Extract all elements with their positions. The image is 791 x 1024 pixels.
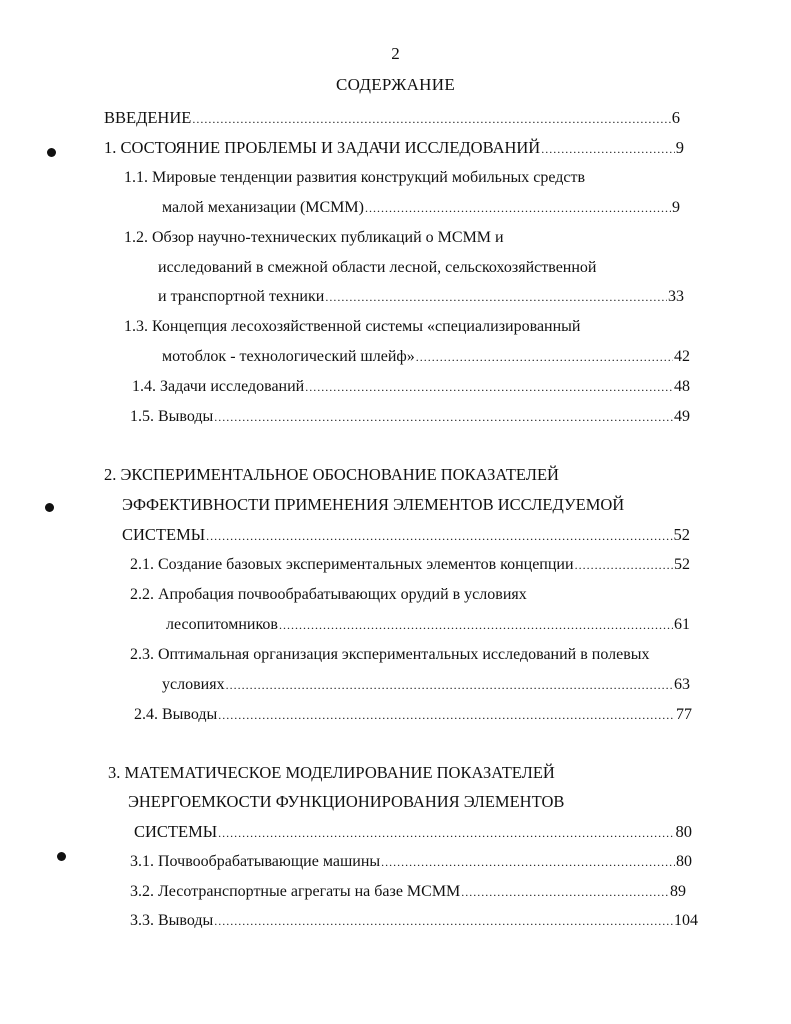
toc-entry-page: 80 <box>676 853 692 870</box>
toc-entry-label: мотоблок - технологический шлейф» <box>162 348 415 365</box>
dot-leader <box>365 198 671 218</box>
margin-mark <box>45 503 54 512</box>
toc-entry-label: 2.1. Создание базовых экспериментальных элементов концепции <box>130 556 574 573</box>
margin-mark <box>47 148 56 157</box>
toc-entry-page: 77 <box>676 706 692 723</box>
toc-entry-1-1-line-2[interactable] <box>162 198 680 218</box>
toc-entry-chapter-1[interactable] <box>104 138 684 159</box>
toc-entry-label: ВВЕДЕНИЕ <box>104 108 192 127</box>
toc-entry-page: 49 <box>674 408 690 425</box>
toc-entry-label: 3. МАТЕМАТИЧЕСКОЕ МОДЕЛИРОВАНИЕ ПОКАЗАТЕЛЕЙ <box>108 763 555 782</box>
dot-leader <box>214 407 673 427</box>
dot-leader <box>218 823 674 843</box>
toc-entry-page: 9 <box>675 138 684 157</box>
toc-entry-chapter-3-line-3[interactable] <box>134 822 692 843</box>
toc-entry-page: 6 <box>671 108 680 127</box>
toc-entry-1-2-line-2[interactable] <box>158 258 597 278</box>
dot-leader <box>575 555 673 575</box>
toc-entry-label: 2.4. Выводы <box>134 706 218 723</box>
dot-leader <box>416 347 673 367</box>
toc-entry-chapter-3-line-2[interactable] <box>128 792 564 812</box>
toc-entry-2-4[interactable] <box>134 705 692 725</box>
toc-entry-label: СИСТЕМЫ <box>122 525 206 544</box>
toc-entry-3-3[interactable] <box>130 911 698 931</box>
toc-entry-page: 48 <box>674 378 690 395</box>
toc-entry-introduction[interactable] <box>104 108 680 129</box>
toc-entry-label: условиях <box>162 676 225 693</box>
toc-title: СОДЕРЖАНИЕ <box>335 75 456 94</box>
toc-entry-2-2-line-1[interactable] <box>130 585 527 605</box>
dot-leader <box>541 139 675 159</box>
toc-entry-2-3-line-2[interactable] <box>162 675 690 695</box>
toc-entry-1-5[interactable] <box>130 407 690 427</box>
toc-entry-page: 63 <box>674 676 690 693</box>
toc-entry-label: ЭНЕРГОЕМКОСТИ ФУНКЦИОНИРОВАНИЯ ЭЛЕМЕНТОВ <box>128 792 565 811</box>
toc-entry-page: 42 <box>674 348 690 365</box>
toc-entry-label: исследований в смежной области лесной, сельскохозяйственной <box>158 259 597 276</box>
toc-entry-label: 1.2. Обзор научно-технических публикаций о МСММ и <box>124 229 504 246</box>
toc-entry-1-2-line-3[interactable] <box>158 287 684 307</box>
dot-leader <box>206 526 672 546</box>
toc-entry-page: 33 <box>668 288 684 305</box>
toc-entry-label: 1. СОСТОЯНИЕ ПРОБЛЕМЫ И ЗАДАЧИ ИССЛЕДОВАНИЙ <box>104 138 541 157</box>
toc-entry-label: 2.3. Оптимальная организация экспериментальных исследований в полевых <box>130 646 650 663</box>
toc-entry-2-2-line-2[interactable] <box>166 615 690 635</box>
toc-entry-chapter-3-line-1[interactable] <box>108 763 555 783</box>
toc-entry-label: лесопитомников <box>166 616 278 633</box>
toc-entry-1-2-line-1[interactable] <box>124 228 504 248</box>
dot-leader <box>279 615 673 635</box>
toc-entry-1-4[interactable] <box>132 377 690 397</box>
toc-entry-label: 1.4. Задачи исследований <box>132 378 305 395</box>
dot-leader <box>325 287 667 307</box>
dot-leader <box>381 852 675 872</box>
toc-entry-page: 80 <box>675 822 692 841</box>
toc-entry-2-3-line-1[interactable] <box>130 645 650 665</box>
toc-entry-page: 61 <box>674 616 690 633</box>
toc-entry-1-3-line-2[interactable] <box>162 347 690 367</box>
toc-entry-label: СИСТЕМЫ <box>134 822 218 841</box>
toc-entry-3-1[interactable] <box>130 852 692 872</box>
dot-leader <box>305 377 673 397</box>
toc-entry-label: 1.1. Мировые тенденции развития конструкций мобильных средств <box>124 169 586 186</box>
toc-entry-page: 9 <box>672 199 680 216</box>
dot-leader <box>218 705 675 725</box>
toc-entry-label: 2. ЭКСПЕРИМЕНТАЛЬНОЕ ОБОСНОВАНИЕ ПОКАЗАТЕЛЕЙ <box>104 465 559 484</box>
toc-entry-label: 1.3. Концепция лесохозяйственной системы «специализированный <box>124 318 581 335</box>
toc-entry-1-1-line-1[interactable] <box>124 168 585 188</box>
toc-entry-page: 52 <box>673 525 690 544</box>
toc-entry-label: ЭФФЕКТИВНОСТИ ПРИМЕНЕНИЯ ЭЛЕМЕНТОВ ИССЛЕДУЕМОЙ <box>122 495 625 514</box>
toc-entry-chapter-2-line-2[interactable] <box>122 495 624 515</box>
margin-mark <box>57 852 66 861</box>
page-number: 2 <box>391 44 400 63</box>
toc-entry-label: 1.5. Выводы <box>130 408 214 425</box>
toc-entry-label: 3.2. Лесотранспортные агрегаты на базе МСММ <box>130 883 461 900</box>
toc-entry-2-1[interactable] <box>130 555 690 575</box>
dot-leader <box>461 882 669 902</box>
toc-entry-label: и транспортной техники <box>158 288 325 305</box>
toc-entry-page: 89 <box>670 883 686 900</box>
toc-entry-chapter-2-line-1[interactable] <box>104 465 559 485</box>
toc-entry-label: 3.1. Почвообрабатывающие машины <box>130 853 381 870</box>
toc-entry-1-3-line-1[interactable] <box>124 317 581 337</box>
toc-entry-label: малой механизации (МСММ) <box>162 199 364 216</box>
dot-leader <box>214 911 673 931</box>
toc-entry-3-2[interactable] <box>130 882 686 902</box>
dot-leader <box>192 109 670 129</box>
toc-entry-chapter-2-line-3[interactable] <box>122 525 690 546</box>
toc-entry-page: 104 <box>674 912 698 929</box>
toc-entry-page: 52 <box>674 556 690 573</box>
toc-entry-label: 3.3. Выводы <box>130 912 214 929</box>
toc-entry-label: 2.2. Апробация почвообрабатывающих орудий в условиях <box>130 586 527 603</box>
dot-leader <box>226 675 673 695</box>
